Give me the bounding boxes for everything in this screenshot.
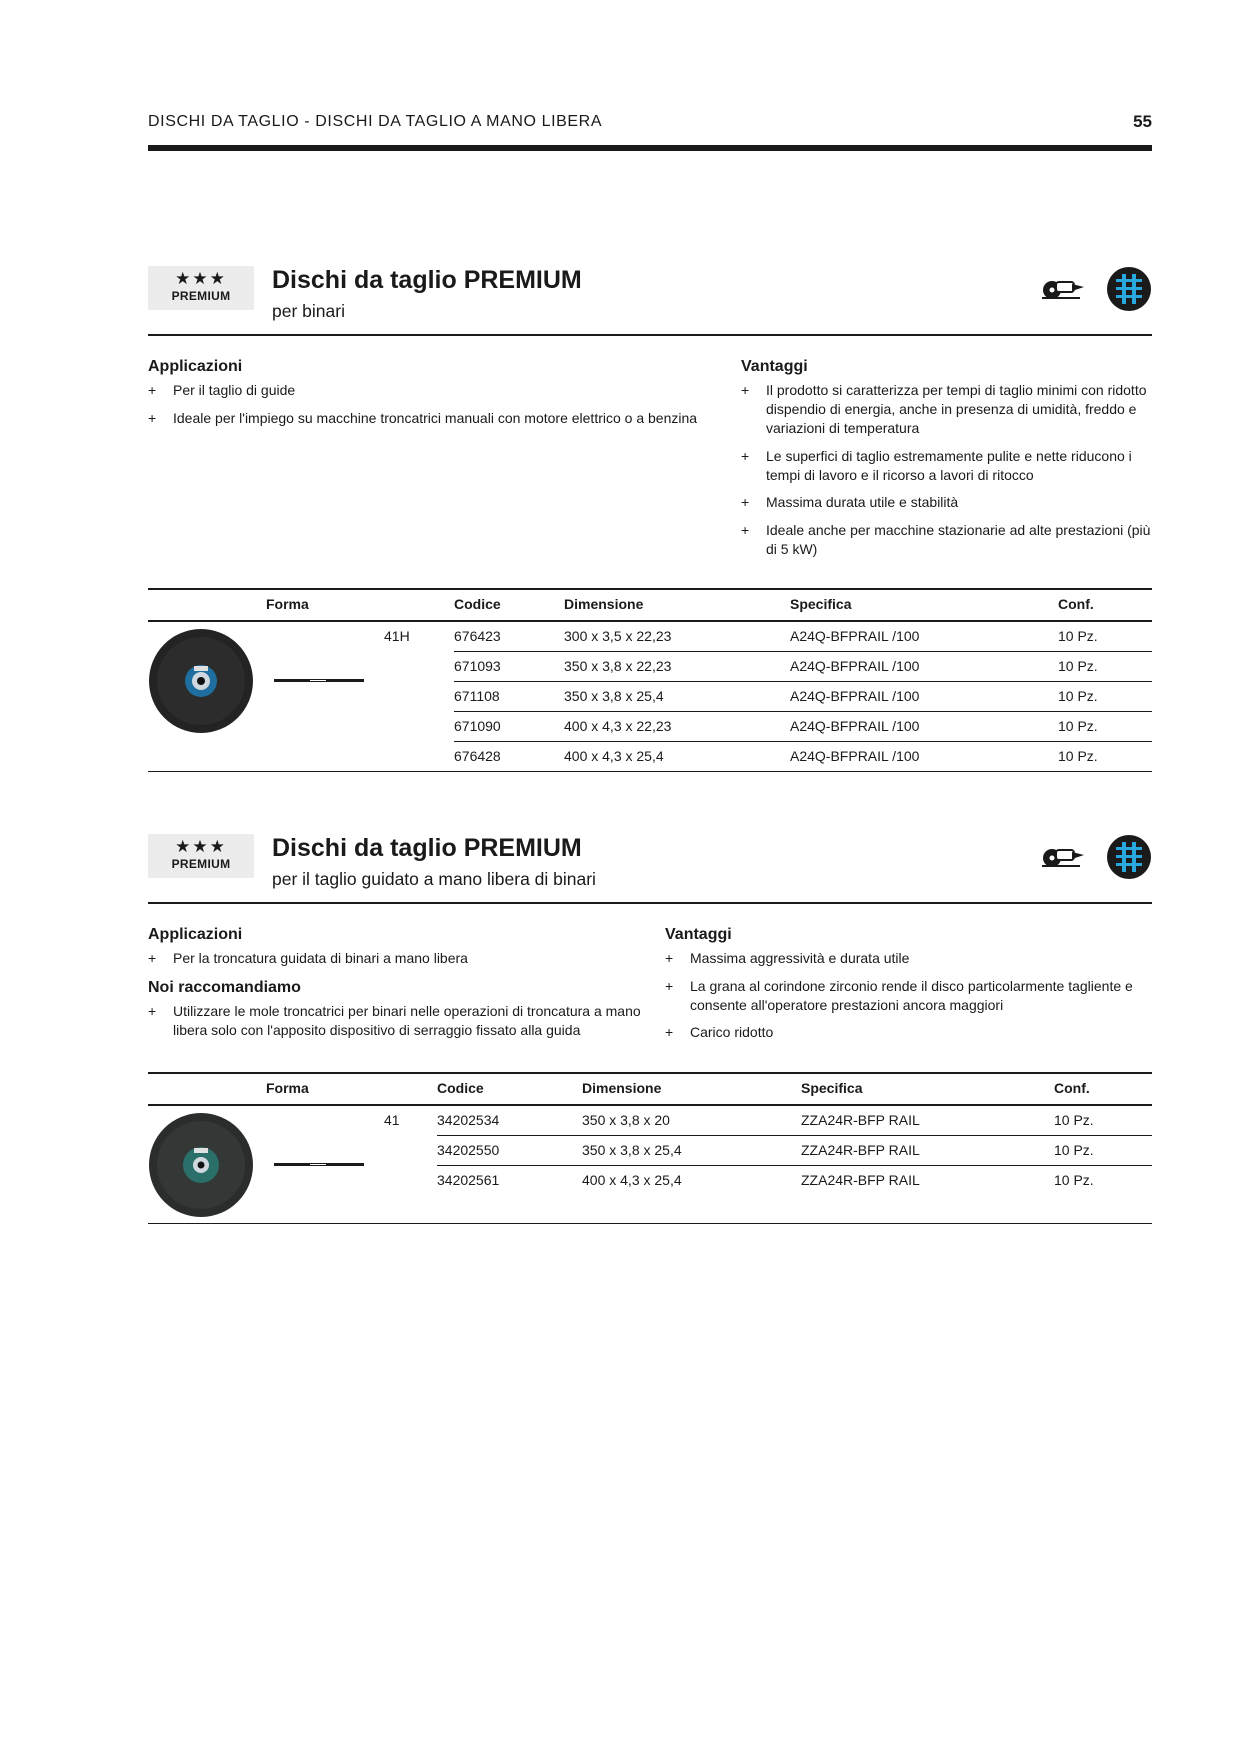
section-divider <box>148 902 1152 904</box>
col-dimensione: Dimensione <box>582 1080 662 1096</box>
premium-badge <box>148 834 254 878</box>
plus-icon: + <box>665 1024 674 1040</box>
row-divider <box>437 1165 1152 1166</box>
plus-icon: + <box>741 382 750 398</box>
product-section-2: ★★★ PREMIUM Dischi da taglio PREMIUM per il taglio guidato a mano libera di binari Applicazioni + Per la troncatura guidata di binari a mano libera Noi raccomandiamo + Utilizzare le mole troncatrici per binari nelle operazioni di troncatura a mano libera solo con l'apposito dispositivo di serraggio fissato alla guida Vantaggi + Massima aggressività e durata utile + La grana al corindone zirconio rende il disco particolarmente tagliente e consente all'operatore prestazioni ancora maggiori + Carico ridotto Forma Codice Dimensione Specifica Conf. 41 34202534 350 x 3,8 x 20 ZZA24R-BFP RAIL 10 Pz. 34202550 350 x 3,8 x 25,4 ZZA24R-BFP RAIL 10 Pz. 34202561 400 x 4,3 x 25,4 ZZA24R-BFP RAIL 10 Pz. <box>148 834 1152 1234</box>
table-bottom-rule <box>148 1223 1152 1224</box>
col-forma: Forma <box>266 596 309 612</box>
table-bottom-rule <box>148 771 1152 772</box>
col-forma: Forma <box>266 1080 309 1096</box>
list-item: + Massima aggressività e durata utile <box>665 950 910 966</box>
list-item: + Per il taglio di guide <box>148 382 296 398</box>
list-item: + Utilizzare le mole troncatrici per binari nelle operazioni di troncatura a mano libera solo con l'apposito dispositivo di serraggio fissato alla guida <box>148 1003 641 1038</box>
badge-label: PREMIUM <box>171 857 231 871</box>
premium-badge <box>148 266 254 310</box>
vantaggi-heading: Vantaggi <box>665 926 732 943</box>
row-divider <box>454 741 1152 742</box>
col-codice: Codice <box>454 596 501 612</box>
applicazioni-heading: Applicazioni <box>148 926 243 943</box>
product-section-1: ★★★ PREMIUM Dischi da taglio PREMIUM per binari Applicazioni + Per il taglio di guide + Ideale per l'impiego su macchine troncatrici manuali con motore elettrico o a benzina Vantaggi + Il prodotto si caratterizza per tempi di taglio minimi con ridotto dispendio di energia, anche in presenza di umidità, freddo e variazioni di temperatura + Le superfici di taglio estremamente pulite e nette riducono i tempi di lavoro e il ricorso a lavori di ritocco + Massima durata utile e stabilità + Ideale anche per macchine stazionarie ad alte prestazioni (più di 5 kW) Forma Codice Dimensione Specifica Conf. 41H 676423 300 x 3,5 x 22,23 A24Q-BFPRAIL /100 10 Pz. 671093 350 x 3,8 x 22,23 A24Q-BFPRAIL /100 10 Pz. 671108 350 x 3,8 x 25,4 A24Q-BFPRAIL /100 10 Pz. 671090 400 x 4,3 x 22,23 A24Q-BFPRAIL /100 10 Pz. 676428 400 x 4,3 x 25,4 A24Q-BFPRAIL /100 10 Pz. <box>148 266 1152 786</box>
plus-icon: + <box>741 448 750 464</box>
page-number: 55 <box>1133 112 1152 131</box>
row-divider <box>437 1135 1152 1136</box>
section-divider <box>148 334 1152 336</box>
row-divider <box>454 711 1152 712</box>
table-header-rule <box>148 620 1152 622</box>
col-dimensione: Dimensione <box>564 596 644 612</box>
badge-label: PREMIUM <box>171 289 231 303</box>
table-top-rule <box>148 1072 1152 1074</box>
col-specifica: Specifica <box>790 596 852 612</box>
row-divider <box>454 681 1152 682</box>
applicazioni-heading: Applicazioni <box>148 358 243 375</box>
list-item: + Carico ridotto <box>665 1024 774 1040</box>
disc-profile-icon <box>274 1163 364 1166</box>
list-item: + La grana al corindone zirconio rende il disco particolarmente tagliente e consente all'operatore prestazioni ancora maggiori <box>665 978 1133 1013</box>
plus-icon: + <box>148 950 157 966</box>
plus-icon: + <box>741 494 750 510</box>
section-title: Dischi da taglio PREMIUM <box>272 834 582 862</box>
cut-off-saw-icon <box>1040 846 1086 868</box>
section-subtitle: per il taglio guidato a mano libera di binari <box>272 869 596 889</box>
header-title: DISCHI DA TAGLIO - DISCHI DA TAGLIO A MANO LIBERA <box>148 113 603 130</box>
rail-track-icon <box>1106 834 1152 880</box>
col-conf: Conf. <box>1054 1080 1090 1096</box>
disc-profile-icon <box>274 679 364 682</box>
cutting-disc-image <box>148 628 254 734</box>
list-item: + Per la troncatura guidata di binari a mano libera <box>148 950 468 966</box>
plus-icon: + <box>665 978 674 994</box>
plus-icon: + <box>148 382 157 398</box>
col-codice: Codice <box>437 1080 484 1096</box>
list-item: + Il prodotto si caratterizza per tempi di taglio minimi con ridotto dispendio di energia, anche in presenza di umidità, freddo e variazioni di temperatura <box>741 382 1147 436</box>
list-item: + Ideale anche per macchine stazionarie ad alte prestazioni (più di 5 kW) <box>741 522 1151 557</box>
plus-icon: + <box>148 1003 157 1019</box>
col-conf: Conf. <box>1058 596 1094 612</box>
stars-icon: ★★★ <box>175 269 227 288</box>
table-header-rule <box>148 1104 1152 1106</box>
stars-icon: ★★★ <box>175 837 227 856</box>
col-specifica: Specifica <box>801 1080 863 1096</box>
plus-icon: + <box>665 950 674 966</box>
plus-icon: + <box>741 522 750 538</box>
row-divider <box>454 651 1152 652</box>
plus-icon: + <box>148 410 157 426</box>
list-item: + Ideale per l'impiego su macchine troncatrici manuali con motore elettrico o a benzina <box>148 410 698 426</box>
header-divider <box>148 145 1152 151</box>
forma-code: 41H <box>384 628 410 644</box>
cut-off-saw-icon <box>1040 278 1086 300</box>
rail-track-icon <box>1106 266 1152 312</box>
forma-code: 41 <box>384 1112 400 1128</box>
section-subtitle: per binari <box>272 301 345 321</box>
raccomandiamo-heading: Noi raccomandiamo <box>148 979 301 996</box>
table-top-rule <box>148 588 1152 590</box>
vantaggi-heading: Vantaggi <box>741 358 808 375</box>
list-item: + Le superfici di taglio estremamente pulite e nette riducono i tempi di lavoro e il ricorso a lavori di ritocco <box>741 448 1132 483</box>
section-title: Dischi da taglio PREMIUM <box>272 266 582 294</box>
list-item: + Massima durata utile e stabilità <box>741 494 959 510</box>
cutting-disc-image <box>148 1112 254 1218</box>
